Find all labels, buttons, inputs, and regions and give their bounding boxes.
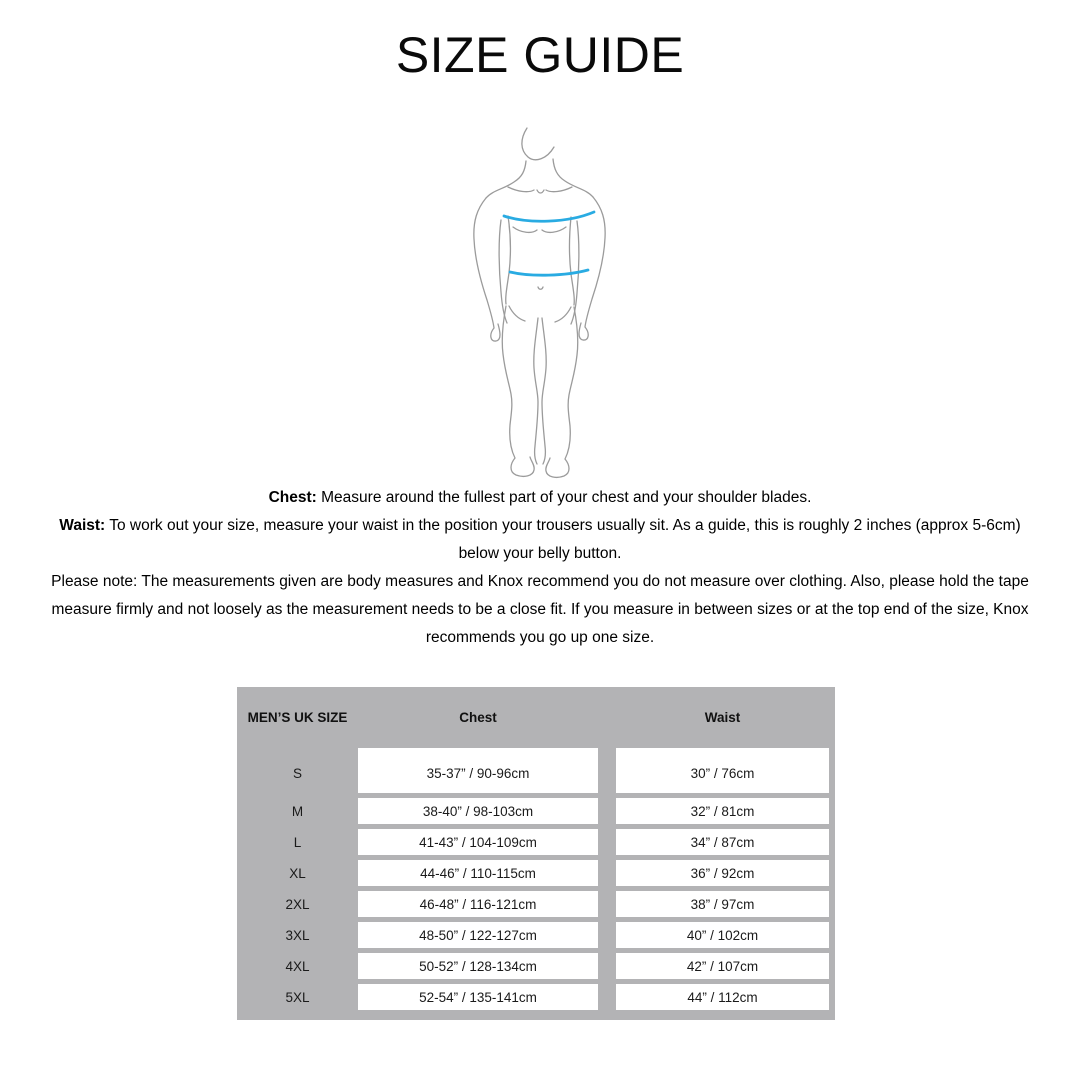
table-row <box>237 984 835 1010</box>
size-label: 4XL <box>285 958 310 974</box>
chest-instruction <box>40 484 1040 512</box>
table-row <box>237 891 835 917</box>
size-label: S <box>292 766 302 781</box>
leg-right-inner <box>542 318 546 464</box>
waist-value: 30” / 76cm <box>616 748 829 793</box>
note-text: Please note: The measurements given are body measures and Knox recommend you do not measure over clothing. Also, please hold the tape measure firmly and not loosely as the measurement needs to be a close fit. If you measure in between sizes or at the top end of the size, Knox recommends you go up one size. <box>51 573 1029 646</box>
waist-value: 42” / 107cm <box>616 953 829 979</box>
body-figure <box>430 120 650 485</box>
waist-instruction <box>40 512 1040 568</box>
leg-left-outer <box>502 306 534 476</box>
size-label: L <box>293 834 302 850</box>
table-row <box>237 860 835 886</box>
chest-value: 38-40” / 98-103cm <box>358 798 598 824</box>
waist-instruction-text: To work out your size, measure your waist in the position your trousers usually sit. As a guide, this is roughly 2 inches (approx 5-6cm) below your belly button. <box>105 517 1021 562</box>
table-row <box>237 748 835 793</box>
arm-right-outer <box>579 197 605 340</box>
size-label: XL <box>289 865 306 881</box>
torso-right <box>570 217 575 305</box>
pec-right <box>542 227 566 232</box>
hip-left <box>509 306 525 321</box>
waist-value: 38” / 97cm <box>616 891 829 917</box>
measurement-instructions <box>40 484 1040 652</box>
chest-measure-line <box>504 212 594 221</box>
waist-value: 34” / 87cm <box>616 829 829 855</box>
chest-value: 48-50” / 122-127cm <box>358 922 598 948</box>
torso-left <box>506 216 511 304</box>
header-chest: Chest <box>459 710 497 725</box>
size-table-header <box>237 687 835 748</box>
chest-value: 46-48” / 116-121cm <box>358 891 598 917</box>
waist-value: 44” / 112cm <box>616 984 829 1010</box>
neck-left <box>486 161 526 198</box>
sternum-notch <box>537 190 544 193</box>
navel <box>538 287 543 289</box>
arm-left-outer <box>474 198 500 341</box>
waist-instruction-label: Waist: <box>59 517 106 534</box>
chest-instruction-label: Chest: <box>268 489 317 506</box>
pec-left <box>513 227 537 232</box>
size-label: 5XL <box>285 989 310 1005</box>
size-label: M <box>291 803 304 819</box>
chest-value: 52-54” / 135-141cm <box>358 984 598 1010</box>
waist-value: 32” / 81cm <box>616 798 829 824</box>
clavicle-right <box>546 187 572 192</box>
size-table-body <box>237 748 835 1010</box>
chest-value: 35-37” / 90-96cm <box>358 748 598 793</box>
waist-value: 40” / 102cm <box>616 922 829 948</box>
leg-right-outer <box>546 307 578 477</box>
table-row <box>237 953 835 979</box>
header-size: MEN’S UK SIZE <box>247 710 348 725</box>
waist-value: 36” / 92cm <box>616 860 829 886</box>
table-row <box>237 922 835 948</box>
clavicle-left <box>508 187 534 192</box>
waist-measure-line <box>510 270 588 275</box>
chest-value: 41-43” / 104-109cm <box>358 829 598 855</box>
head-outline <box>522 128 554 160</box>
leg-left-inner <box>534 318 538 464</box>
chest-value: 44-46” / 110-115cm <box>358 860 598 886</box>
table-row <box>237 829 835 855</box>
table-row <box>237 798 835 824</box>
header-waist: Waist <box>704 710 741 725</box>
male-body-outline-illustration <box>430 120 650 485</box>
chest-instruction-text: Measure around the fullest part of your chest and your shoulder blades. <box>316 489 812 506</box>
page-title: SIZE GUIDE <box>395 27 685 83</box>
size-label: 3XL <box>285 927 310 943</box>
size-table <box>237 687 835 1020</box>
hip-right <box>555 307 571 322</box>
size-label: 2XL <box>285 896 310 912</box>
chest-value: 50-52” / 128-134cm <box>358 953 598 979</box>
